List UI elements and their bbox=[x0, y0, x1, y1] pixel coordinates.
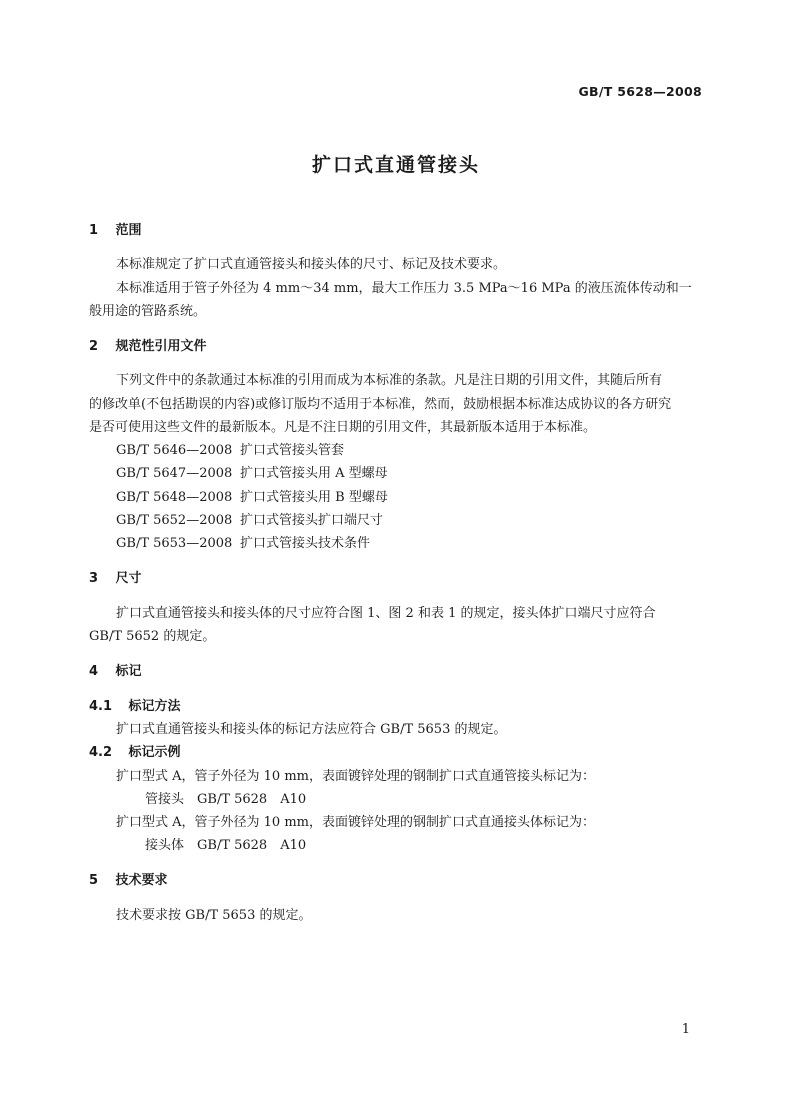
section-1-paragraph-2-line-2: 般用途的管路系统。 bbox=[89, 304, 207, 319]
reference-item bbox=[116, 532, 370, 551]
standard-code: GB/T 5628—2008 bbox=[578, 84, 702, 99]
subsection-title: 标记方法 bbox=[128, 699, 181, 714]
reference-item bbox=[116, 439, 344, 458]
section-number: 4 bbox=[89, 664, 99, 679]
reference-code: GB/T 5652—2008 bbox=[116, 513, 233, 528]
reference-item bbox=[116, 462, 388, 481]
section-4-1-heading bbox=[89, 695, 181, 714]
section-2-heading bbox=[89, 335, 207, 354]
section-title: 尺寸 bbox=[115, 571, 142, 586]
section-number: 5 bbox=[89, 873, 99, 888]
page-number: 1 bbox=[681, 1022, 690, 1037]
page-title: 扩口式直通管接头 bbox=[311, 154, 480, 176]
section-number: 2 bbox=[89, 339, 99, 354]
section-4-1-paragraph: 扩口式直通管接头和接头体的标记方法应符合 GB/T 5653 的规定。 bbox=[116, 722, 507, 737]
reference-name: 扩口式管接头用 B 型螺母 bbox=[240, 490, 388, 505]
section-1-heading bbox=[89, 219, 142, 238]
section-4-heading bbox=[89, 660, 142, 679]
section-title: 标记 bbox=[115, 664, 142, 679]
reference-code: GB/T 5653—2008 bbox=[116, 536, 233, 551]
subsection-number: 4.2 bbox=[89, 745, 113, 760]
section-title: 规范性引用文件 bbox=[115, 339, 207, 354]
section-number: 1 bbox=[89, 223, 99, 238]
example-2-description: 扩口型式 A，管子外径为 10 mm，表面镀锌处理的钢制扩口式直通接头体标记为： bbox=[116, 815, 595, 830]
example-1-marking: 管接头 GB/T 5628 A10 bbox=[145, 792, 307, 807]
reference-code: GB/T 5647—2008 bbox=[116, 466, 233, 481]
section-2-paragraph-line-1: 下列文件中的条款通过本标准的引用而成为本标准的条款。凡是注日期的引用文件，其随后所有 bbox=[116, 373, 663, 388]
section-2-paragraph-line-2: 的修改单(不包括勘误的内容)或修订版均不适用于本标准，然而，鼓励根据本标准达成协议的各方研究 bbox=[89, 397, 672, 412]
reference-name: 扩口式管接头扩口端尺寸 bbox=[240, 513, 384, 528]
section-3-paragraph-line-2: GB/T 5652 的规定。 bbox=[89, 629, 216, 644]
section-title: 技术要求 bbox=[115, 873, 168, 888]
section-1-paragraph-2-line-1: 本标准适用于管子外径为 4 mm～34 mm，最大工作压力 3.5 MPa～16 MPa 的液压流体传动和一 bbox=[116, 281, 692, 296]
reference-item bbox=[116, 486, 388, 505]
reference-code: GB/T 5648—2008 bbox=[116, 490, 233, 505]
section-5-paragraph: 技术要求按 GB/T 5653 的规定。 bbox=[116, 908, 312, 923]
reference-code: GB/T 5646—2008 bbox=[116, 443, 233, 458]
example-1-description: 扩口型式 A，管子外径为 10 mm，表面镀锌处理的钢制扩口式直通管接头标记为： bbox=[116, 769, 595, 784]
section-number: 3 bbox=[89, 571, 99, 586]
reference-name: 扩口式管接头技术条件 bbox=[240, 536, 371, 551]
section-title: 范围 bbox=[115, 223, 142, 238]
section-3-heading bbox=[89, 567, 142, 586]
section-1-paragraph-1: 本标准规定了扩口式直通管接头和接头体的尺寸、标记及技术要求。 bbox=[116, 257, 507, 272]
section-3-paragraph-line-1: 扩口式直通管接头和接头体的尺寸应符合图 1、图 2 和表 1 的规定，接头体扩口端尺寸应符合 bbox=[116, 606, 656, 621]
section-5-heading bbox=[89, 869, 168, 888]
section-4-2-heading bbox=[89, 741, 181, 760]
subsection-title: 标记示例 bbox=[128, 745, 181, 760]
example-2-marking: 接头体 GB/T 5628 A10 bbox=[145, 838, 307, 853]
subsection-number: 4.1 bbox=[89, 699, 113, 714]
reference-name: 扩口式管接头管套 bbox=[240, 443, 345, 458]
reference-name: 扩口式管接头用 A 型螺母 bbox=[240, 466, 388, 481]
section-2-paragraph-line-3: 是否可使用这些文件的最新版本。凡是不注日期的引用文件，其最新版本适用于本标准。 bbox=[89, 420, 597, 435]
reference-item bbox=[116, 509, 383, 528]
